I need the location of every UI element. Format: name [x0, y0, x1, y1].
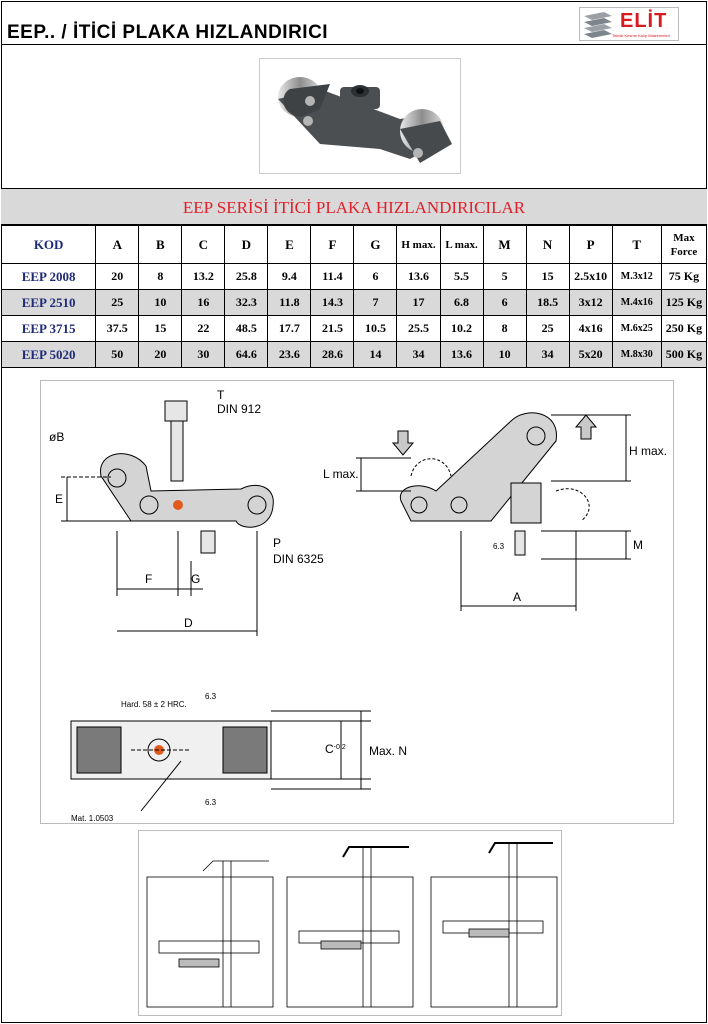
table-cell: 6: [354, 264, 397, 290]
table-cell: 5: [483, 264, 526, 290]
label-c: $C^{-0.2}$: [325, 742, 346, 756]
table-cell: 11.4: [311, 264, 354, 290]
table-cell: 10: [483, 342, 526, 368]
usage-sequence-drawing: [138, 830, 562, 1016]
table-cell: 6.8: [440, 290, 483, 316]
logo-subtext: Teknik Kesme Kalıp Malzemeleri: [612, 33, 670, 38]
table-cell: 7: [354, 290, 397, 316]
label-max-n: Max. N: [369, 744, 408, 758]
table-cell: 14.3: [311, 290, 354, 316]
table-title: EEP SERİSİ İTİCİ PLAKA HIZLANDIRICILAR: [1, 189, 707, 225]
product-code-cell: EEP 2510: [2, 290, 96, 316]
product-photo: [259, 58, 461, 174]
table-cell: 34: [397, 342, 440, 368]
table-cell: 10.5: [354, 316, 397, 342]
label-f: F: [145, 572, 153, 586]
table-cell: 15: [139, 316, 182, 342]
table-cell: 23.6: [268, 342, 311, 368]
page-header: [1, 1, 707, 45]
arrow-up-icon: [576, 415, 596, 439]
column-header: P: [569, 226, 612, 264]
table-cell: 9.4: [268, 264, 311, 290]
table-cell: 8: [483, 316, 526, 342]
surface-finish-1: 6.3: [493, 542, 505, 551]
column-header: T: [612, 226, 661, 264]
table-cell: 10: [139, 290, 182, 316]
column-header: G: [354, 226, 397, 264]
table-cell: 5.5: [440, 264, 483, 290]
table-cell: 16: [182, 290, 225, 316]
table-cell: 21.5: [311, 316, 354, 342]
table-cell: 48.5: [225, 316, 268, 342]
table-cell: 75 Kg: [661, 264, 706, 290]
table-cell: 18.5: [526, 290, 569, 316]
column-header: F: [311, 226, 354, 264]
table-cell: 6: [483, 290, 526, 316]
table-row: [2, 290, 707, 316]
table-cell: 11.8: [268, 290, 311, 316]
column-header: D: [225, 226, 268, 264]
label-e: E: [55, 492, 64, 506]
technical-drawing: [40, 380, 674, 824]
label-p: P: [273, 536, 282, 550]
screw-shaft-shape: [171, 421, 183, 481]
plate-side-view: [101, 454, 274, 528]
table-cell: 34: [526, 342, 569, 368]
table-cell: 125 Kg: [661, 290, 706, 316]
table-cell: 20: [96, 264, 139, 290]
column-header: Max Force: [661, 226, 706, 264]
table-cell: 4x16: [569, 316, 612, 342]
table-cell: 50: [96, 342, 139, 368]
table-cell: 14: [354, 342, 397, 368]
page-title: EEP.. / İTİCİ PLAKA HIZLANDIRICI: [7, 22, 329, 43]
table-cell: 25.5: [397, 316, 440, 342]
label-din6325: DIN 6325: [273, 552, 324, 566]
label-l-max: L max.: [323, 467, 359, 481]
usage-stages-image: [139, 831, 561, 1015]
table-cell: M.4x16: [612, 290, 661, 316]
table-cell: 25: [96, 290, 139, 316]
elit-logo: [579, 7, 679, 41]
table-cell: 10.2: [440, 316, 483, 342]
column-header: B: [139, 226, 182, 264]
logo-emblem-icon: [582, 10, 614, 40]
table-cell: 13.6: [440, 342, 483, 368]
table-cell: 20: [139, 342, 182, 368]
surface-finish-2: 6.3: [205, 692, 217, 701]
table-cell: 25: [526, 316, 569, 342]
table-cell: M.3x12: [612, 264, 661, 290]
table-cell: 25.8: [225, 264, 268, 290]
label-h-max: H max.: [629, 444, 668, 458]
label-g: G: [191, 572, 201, 586]
stage-1: [147, 861, 273, 1007]
table-cell: 13.6: [397, 264, 440, 290]
table-cell: 17: [397, 290, 440, 316]
table-row: [2, 316, 707, 342]
hardness-note: Hard. 58 ± 2 HRC.: [121, 700, 187, 709]
stage-2: [287, 847, 413, 1007]
table-row: [2, 342, 707, 368]
table-cell: 15: [526, 264, 569, 290]
column-header: M: [483, 226, 526, 264]
table-header-row: [2, 226, 707, 264]
table-cell: 250 Kg: [661, 316, 706, 342]
product-code-cell: EEP 5020: [2, 342, 96, 368]
screw-head-shape: [165, 401, 187, 421]
table-cell: 64.6: [225, 342, 268, 368]
label-t: T: [217, 388, 225, 402]
table-cell: 3x12: [569, 290, 612, 316]
column-header: KOD: [2, 226, 96, 264]
column-header: A: [96, 226, 139, 264]
dimension-drawing: [41, 381, 673, 823]
table-cell: 37.5: [96, 316, 139, 342]
column-header: H max.: [397, 226, 440, 264]
table-cell: 500 Kg: [661, 342, 706, 368]
table-cell: 22: [182, 316, 225, 342]
logo-text: ELİT: [620, 10, 668, 32]
column-header: N: [526, 226, 569, 264]
table-cell: 17.7: [268, 316, 311, 342]
label-a: A: [513, 590, 522, 604]
product-photo-area: [1, 46, 707, 189]
table-cell: M.8x30: [612, 342, 661, 368]
spec-table-section: [1, 189, 707, 368]
column-header: C: [182, 226, 225, 264]
table-row: [2, 264, 707, 290]
spec-table: [1, 225, 707, 368]
column-header: L max.: [440, 226, 483, 264]
arrow-down-icon: [393, 431, 413, 455]
label-din912: DIN 912: [217, 402, 262, 416]
pin-marker-icon: [173, 500, 183, 510]
table-cell: 28.6: [311, 342, 354, 368]
material-note: Mat. 1.0503: [71, 814, 114, 823]
stage-3: [431, 843, 557, 1007]
product-code-cell: EEP 2008: [2, 264, 96, 290]
label-phi-b: øB: [49, 430, 65, 444]
table-cell: 30: [182, 342, 225, 368]
table-cell: 5x20: [569, 342, 612, 368]
label-m: M: [633, 538, 643, 552]
table-cell: 2.5x10: [569, 264, 612, 290]
column-header: E: [268, 226, 311, 264]
table-cell: M.6x25: [612, 316, 661, 342]
accelerator-photo-image: [260, 59, 460, 173]
table-cell: 32.3: [225, 290, 268, 316]
table-cell: 13.2: [182, 264, 225, 290]
label-d: D: [184, 616, 193, 630]
product-code-cell: EEP 3715: [2, 316, 96, 342]
surface-finish-3: 6.3: [205, 798, 217, 807]
table-cell: 8: [139, 264, 182, 290]
